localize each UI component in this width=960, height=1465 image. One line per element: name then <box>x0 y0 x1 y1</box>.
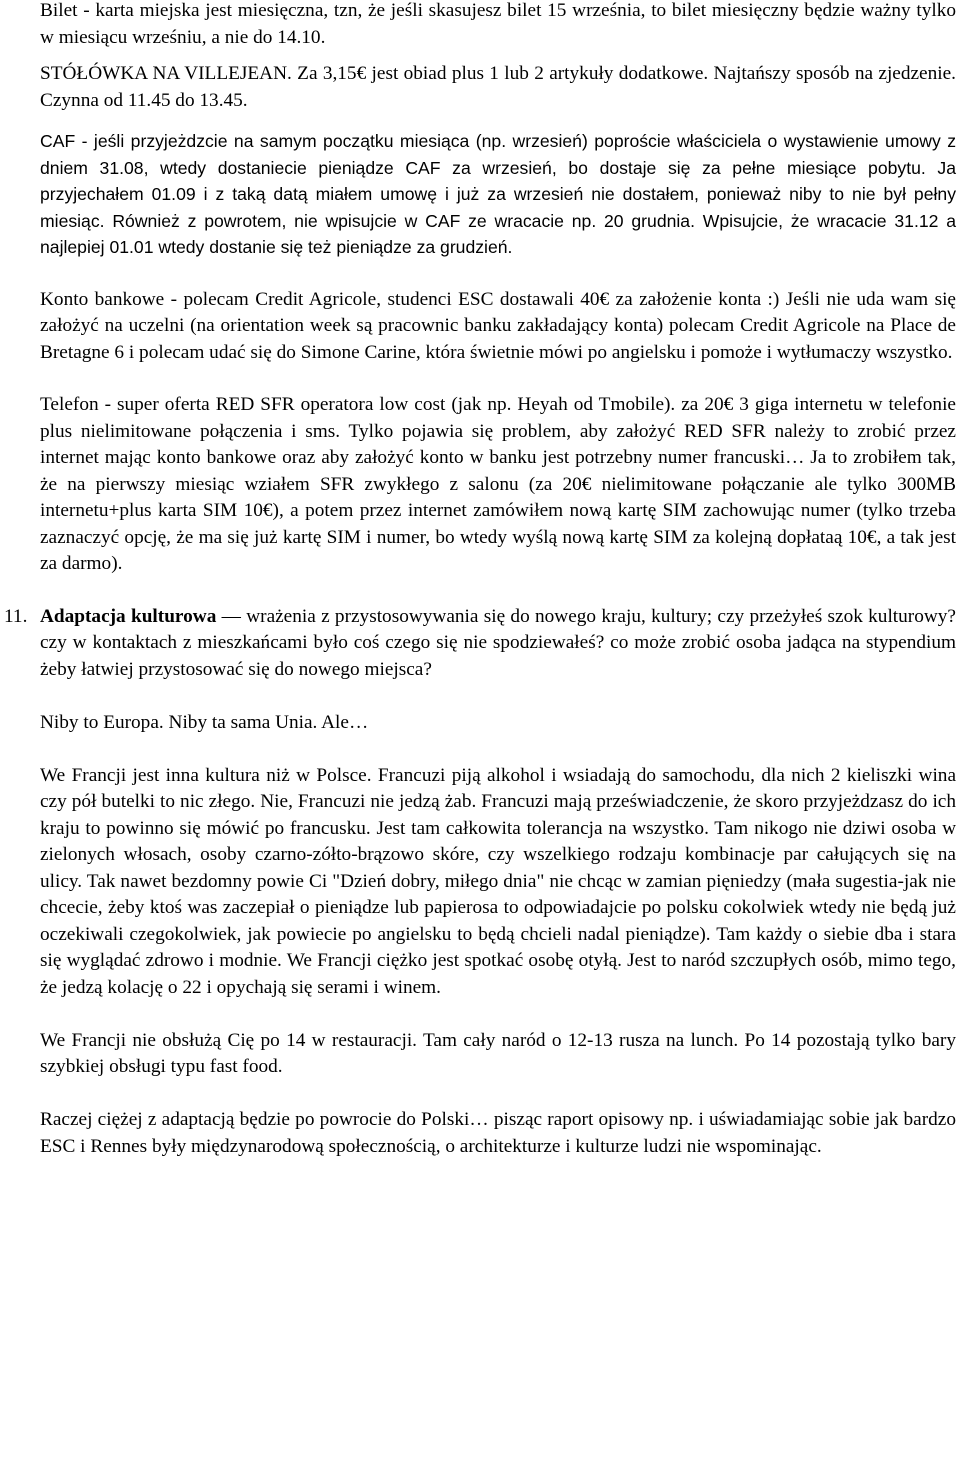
paragraph-bilet: Bilet - karta miejska jest miesięczna, tzn, że jeśli skasujesz bilet 15 września, to bilet miesięczny będzie ważny tylko w miesiącu wrześniu, a nie do 14.10. <box>40 0 956 48</box>
section-item-11 <box>4 604 956 684</box>
paragraph-restauracja: We Francji nie obsłużą Cię po 14 w restauracji. Tam cały naród o 12-13 rusza na lunch. Po 14 pozostają tylko bary szybkiej obsługi typu fast food. <box>40 1029 956 1077</box>
document-page <box>4 0 956 1160</box>
paragraph-konto-bankowe: Konto bankowe - polecam Credit Agricole, studenci ESC dostawali 40€ za założenie konta :) Jeśli nie uda wam się założyć na uczelni (na orientation week są pracownic banku zakładający konta) polecam Credit Agricole na Place de Bretagne 6 i polecam udać się do Simone Carine, która świetnie mówi po angielsku i pomoże i wytłumaczy wszystko. <box>40 288 956 363</box>
paragraph-stolowka: STÓŁÓWKA NA VILLEJEAN. Za 3,15€ jest obiad plus 1 lub 2 artykuły dodatkowe. Najtańszy sposób na zjedzenie. Czynna od 11.45 do 13.45. <box>40 63 956 111</box>
paragraph-telefon: Telefon - super oferta RED SFR operatora low cost (jak np. Heyah od Tmobile). za 20€ 3 giga internetu w telefonie plus nielimitowane połączenia i sms. Tylko pojawia się problem, aby założyć RED SFR należy to zrobić przez internet mając konto bankowe oraz aby założyć konto w banku jest potrzebny numer francuski… Ja to zrobiłem tak, że na pierwszy miesiąc wziałem SFR zwykłego z salonu (za 20€ nielimitowane połączanie ale tylko 300MB internetu+plus karta SIM 10€), a potem przez internet zamówiłem nową kartę SIM zachowując numer (tylko trzeba zaznaczyć opcję, że ma się już kartę SIM i numer, bo wtedy wyślą nową kartę SIM za kolejną dopłataą 10€, a tak jest za darmo). <box>40 394 956 574</box>
section-question <box>40 604 956 684</box>
paragraph-caf: CAF - jeśli przyjeżdzcie na samym początku miesiąca (np. wrzesień) poproście właściciela o wystawienie umowy z dniem 31.08, wtedy dostaniecie pieniądze CAF za wrzesień, bo dostaje się za pełne miesiące pobytu. Ja przyjechałem 01.09 i z taką datą miałem umowę i już za wrzesień nie dostałem, ponieważ niby to nie był pełny miesiąc. Również z powrotem, nie wpisujcie w CAF ze wracacie np. 20 grudnia. Wpisujcie, że wracacie 31.12 a najlepiej 01.01 wtedy dostanie się też pieniądze za grudzień. <box>40 131 956 257</box>
section-number: 11. <box>4 605 28 627</box>
section-question-text: — wrażenia z przystosowywania się do nowego kraju, kultury; czy przeżyłeś szok kulturowy? czy w kontaktach z mieszkańcami było coś czego się nie spodziewałeś? co może zrobić osoba jadąca na stypendium żeby łatwiej przystosować się do nowego miejsca? <box>40 605 956 680</box>
paragraph-powrot: Raczej ciężej z adaptacją będzie po powrocie do Polski… pisząc raport opisowy np. i uświadamiając sobie jak bardzo ESC i Rennes były międzynarodową społecznością, o architekturze i kulturze ludzi nie wspominając. <box>40 1109 956 1157</box>
paragraph-niby: Niby to Europa. Niby ta sama Unia. Ale… <box>40 711 369 733</box>
section-title: Adaptacja kulturowa <box>40 605 217 627</box>
paragraph-kultura: We Francji jest inna kultura niż w Polsce. Francuzi piją alkohol i wsiadają do samochodu, dla nich 2 kieliszki wina czy pół butelki to nic złego. Nie, Francuzi nie jedzą żab. Francuzi mają przeświadczenie, że skoro przyjeżdzasz do ich kraju to powinno się mówić po francusku. Jest tam całkowita tolerancja na wszystko. Tam nikogo nie dziwi osoba w zielonych włosach, osoby czarno-zółto-brązowo skóre, czy wszelkiego rodzaju kombinacje par całujących się na ulicy. Tak nawet bezdomny powie Ci "Dzień dobry, miłego dnia" nie chcąc w zamian pięniedzy (mała sugestia-jak nie chcecie, żeby ktoś was zaczepiał o pieniądze lub papierosa to odpowiadajcie po polsku cokolwiek wtedy nie będą już oczekiwali czegokolwiek, jak powiecie po angielsku to będą chcieli nadal pieniądze). Tam każdy o siebie dba i stara się wyglądać zdrowo i modnie. We Francji ciężko jest spotkać osobę otyłą. Jest to naród szczupłych osób, mimo tego, że jedzą kolację o 22 i opychają się serami i winem. <box>40 764 956 998</box>
